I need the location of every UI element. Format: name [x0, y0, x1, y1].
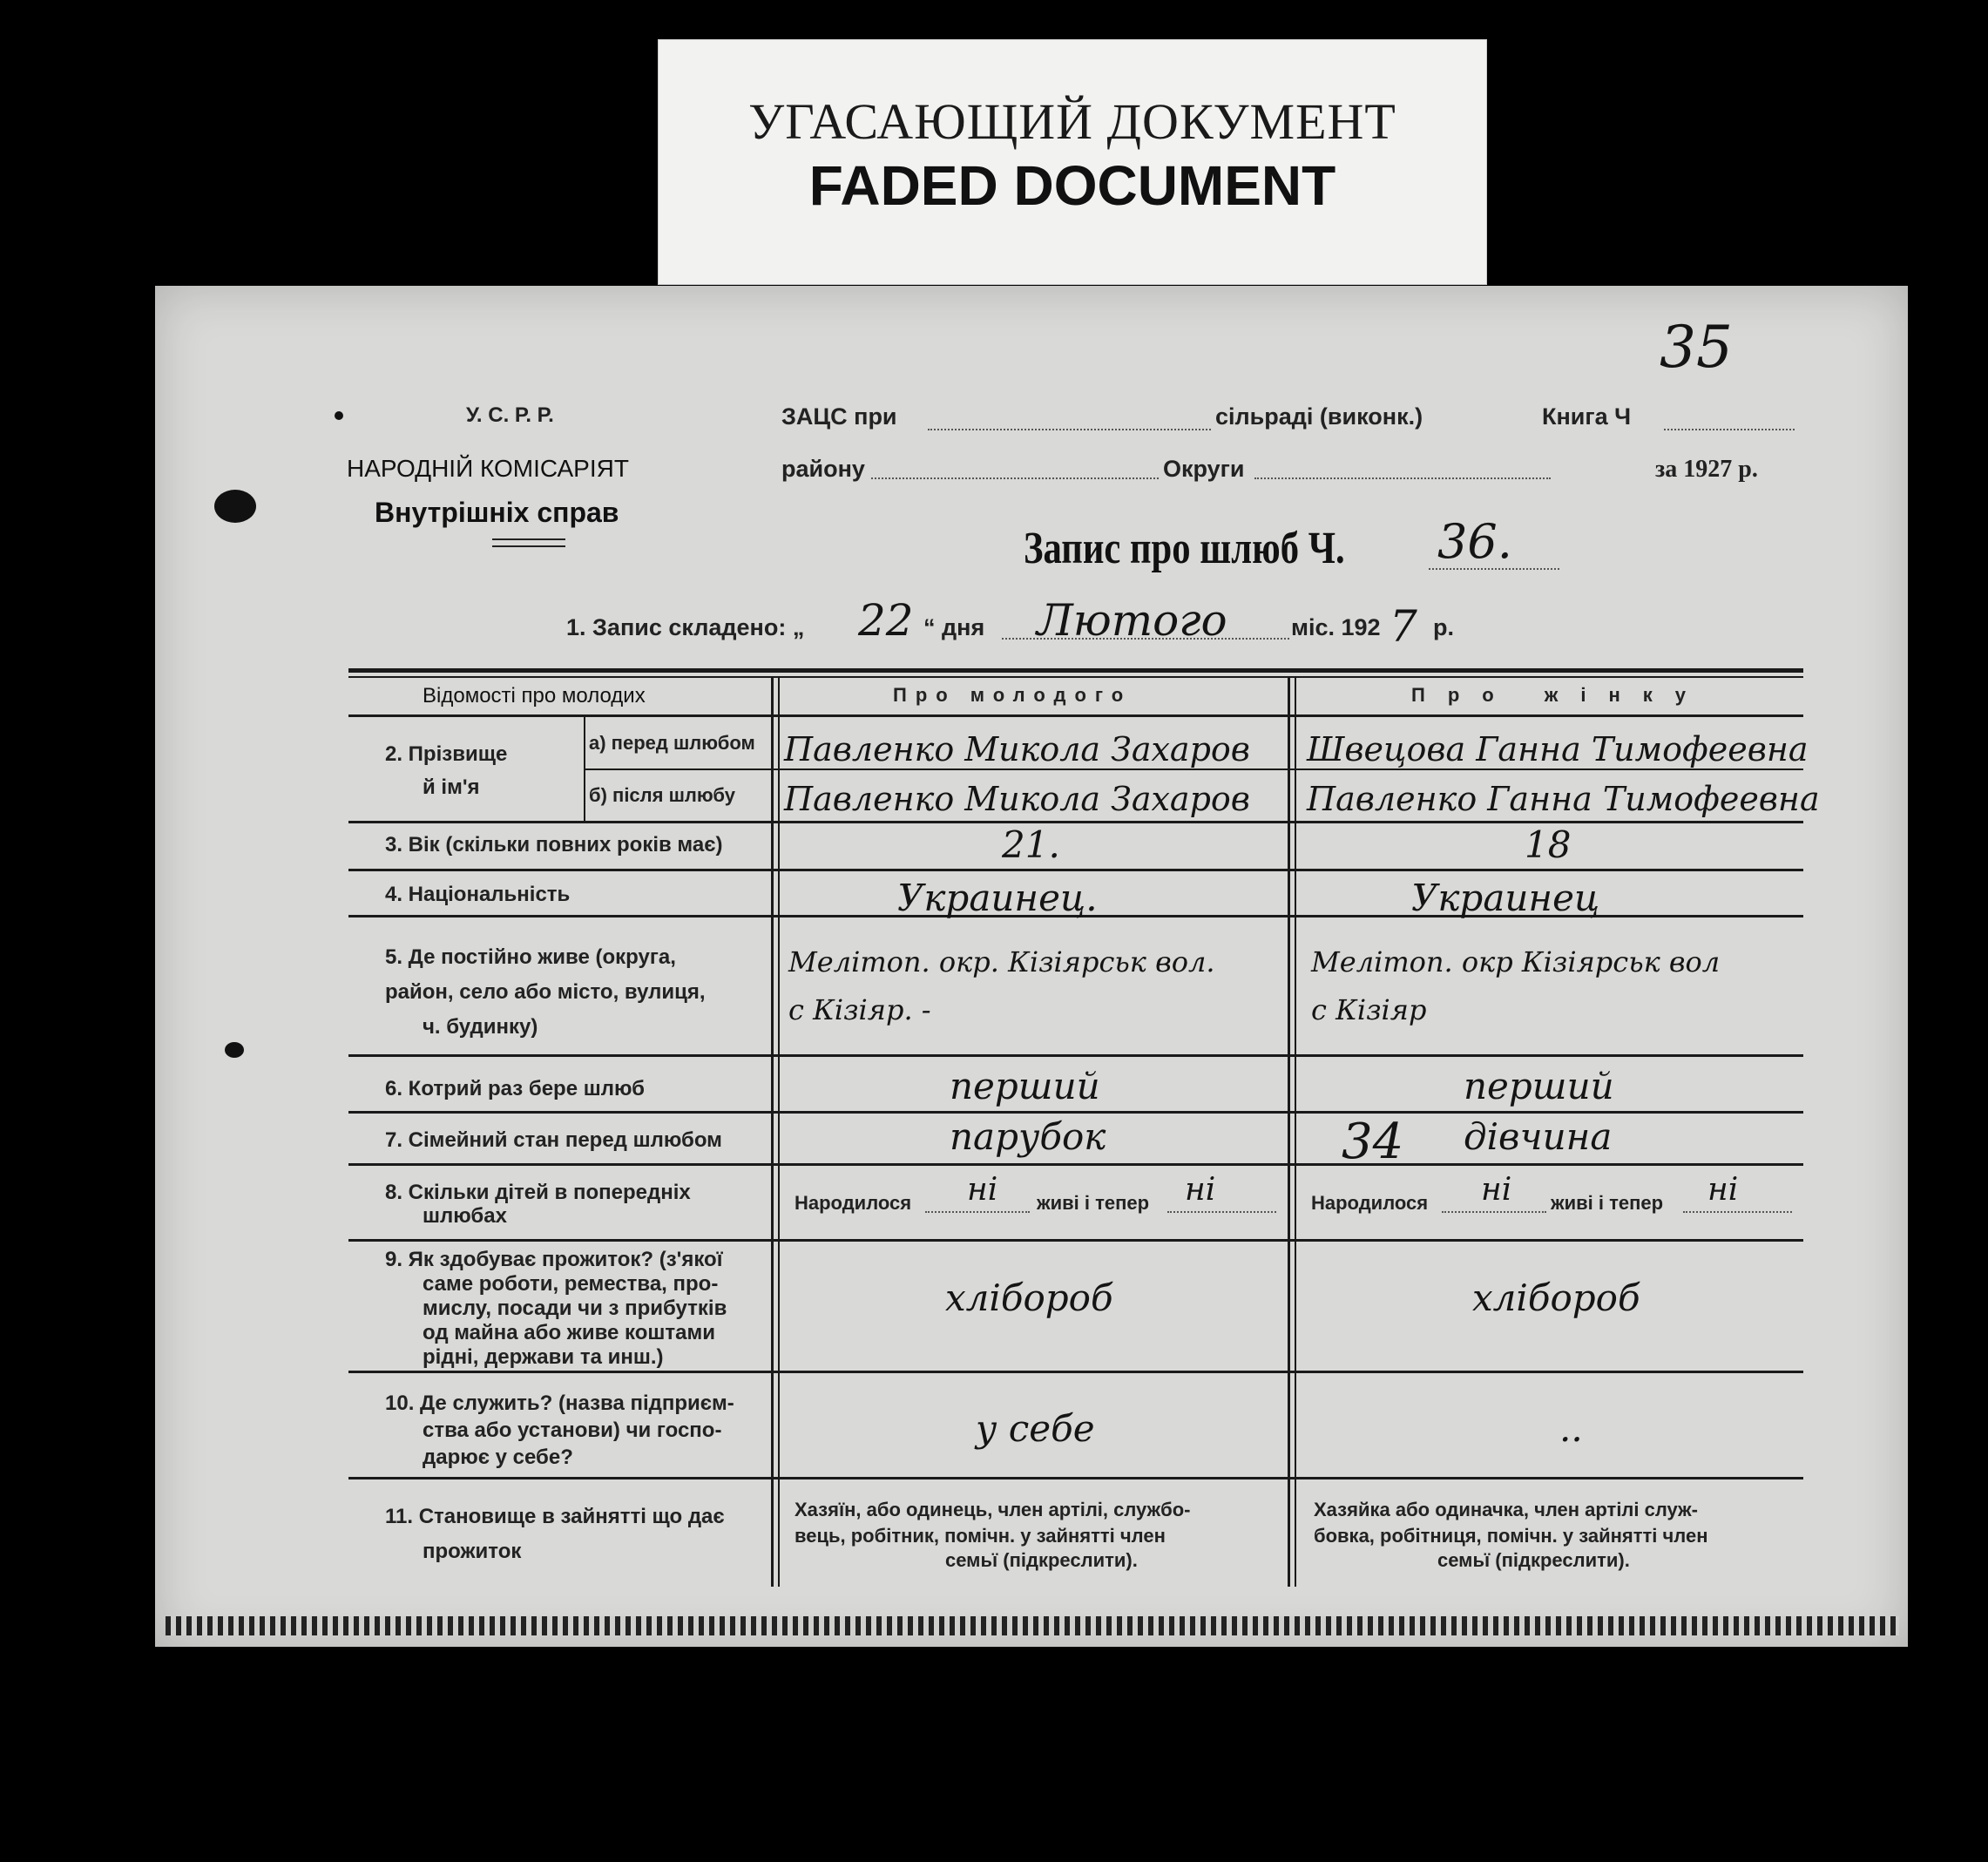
groom-born: ні: [967, 1172, 998, 1208]
row-rule: [348, 1477, 1803, 1479]
row-label-name-2: й ім'я: [423, 775, 480, 799]
okrug-line: [1254, 477, 1551, 479]
groom-name-after: Павленко Микола Захаров: [784, 780, 1250, 818]
card-bottom-edge: [166, 1616, 1899, 1635]
column-header-bride: Про жінку: [1411, 684, 1709, 706]
groom-position-1: Хазяїн, або одинець, член артілі, службо-: [795, 1499, 1191, 1520]
row-label-status: 7. Сімейний стан перед шлюбом: [385, 1128, 722, 1152]
row-label-position-1: 11. Становище в зайнятті що дає: [385, 1505, 725, 1528]
groom-position-3: семьї (підкреслити).: [945, 1549, 1138, 1571]
bride-position-3: семьї (підкреслити).: [1437, 1549, 1630, 1571]
row-label-living-3: мислу, посади чи з прибутків: [423, 1297, 727, 1320]
record-month: Лютого: [1037, 595, 1227, 646]
groom-status: парубок: [950, 1115, 1106, 1158]
record-number-line: [1429, 568, 1559, 570]
row-rule: [348, 1111, 1803, 1114]
okrug-label: Округи: [1163, 456, 1245, 482]
groom-alive: ні: [1185, 1172, 1216, 1208]
column-divider-1: [771, 676, 774, 1587]
row-label-name-1: 2. Прізвище: [385, 742, 508, 766]
bride-nationality: Украинец: [1411, 877, 1600, 919]
groom-born-label: Народилося: [795, 1192, 912, 1214]
bride-alive-line: [1683, 1211, 1792, 1213]
zags-suffix: сільраді (виконк.): [1215, 403, 1423, 430]
table-top-rule: [348, 668, 1803, 673]
row-label-residence-1: 5. Де постійно живе (округа,: [385, 945, 676, 969]
bride-name-before: Швецова Ганна Тимофеевна: [1307, 730, 1809, 768]
bride-alive-label: живі і тепер: [1551, 1192, 1664, 1214]
record-day: 22: [858, 595, 914, 646]
punch-hole: [225, 1042, 244, 1058]
column-divider-2: [1288, 676, 1290, 1587]
row-rule: [348, 1371, 1803, 1373]
groom-living: хлібороб: [945, 1276, 1113, 1319]
column-header-info: Відомості про молодих: [423, 684, 646, 708]
groom-name-before: Павленко Микола Захаров: [784, 730, 1250, 768]
bride-work: ..: [1559, 1407, 1583, 1450]
row-label-age: 3. Вік (скільки повних років має): [385, 833, 723, 857]
district-label: району: [781, 456, 865, 482]
row-label-work-3: дарює у себе?: [423, 1446, 573, 1469]
book-line: [1664, 429, 1795, 430]
groom-alive-line: [1167, 1211, 1276, 1213]
row-rule: [348, 821, 1803, 823]
bride-alive: ні: [1707, 1172, 1739, 1208]
row-label-living-5: рідні, держави та инш.): [423, 1345, 664, 1369]
month-suffix: міс. 192: [1291, 614, 1381, 640]
groom-times: перший: [950, 1065, 1100, 1107]
bride-times: перший: [1464, 1065, 1614, 1107]
row-label-living-1: 9. Як здобуває прожиток? (з'якої: [385, 1248, 723, 1271]
name-subcolumn-divider: [584, 714, 585, 821]
book-label: Книга Ч: [1542, 403, 1632, 430]
row-rule: [348, 869, 1803, 871]
row-label-children-1: 8. Скільки дітей в попередніх: [385, 1181, 691, 1204]
row-label-nationality: 4. Національність: [385, 883, 571, 906]
row-label-position-2: прожиток: [423, 1540, 522, 1563]
row-label-children-2: шлюбах: [423, 1204, 507, 1228]
ministry: Внутрішніх справ: [375, 497, 619, 528]
bride-age: 18: [1525, 823, 1572, 866]
ministry-underline: [492, 538, 565, 547]
year-suffix: р.: [1433, 614, 1454, 640]
bride-born-label: Народилося: [1311, 1192, 1429, 1214]
row-label-residence-2: район, село або місто, вулиця,: [385, 980, 706, 1004]
row-rule: [348, 1239, 1803, 1242]
record-number: 36.: [1437, 514, 1512, 569]
groom-nationality: Украинец.: [897, 877, 1098, 919]
bride-born-line: [1442, 1211, 1546, 1213]
zags-prefix: ЗАЦС при: [781, 403, 897, 430]
groom-residence-1: Мелітоп. окр. Кізіярськ вол.: [788, 945, 1215, 978]
groom-age: 21.: [1002, 823, 1060, 866]
groom-residence-2: с Кізіяр. -: [788, 993, 931, 1026]
record-title: Запис про шлюб Ч.: [1024, 524, 1345, 573]
row-rule: [348, 1163, 1803, 1166]
row-label-after: б) після шлюбу: [589, 784, 735, 806]
row-label-work-2: ства або установи) чи госпо-: [423, 1419, 722, 1442]
bride-position-1: Хазяйка або одиначка, член артілі служ-: [1314, 1499, 1698, 1520]
groom-position-2: вець, робітник, помічн. у зайнятті член: [795, 1525, 1166, 1547]
zags-line: [928, 429, 1211, 430]
bride-name-after: Павленко Ганна Тимофеевна: [1307, 780, 1820, 818]
column-divider-1b: [778, 676, 780, 1587]
row-label-residence-3: ч. будинку): [423, 1015, 538, 1039]
bride-born: ні: [1481, 1172, 1512, 1208]
groom-work: у себе: [976, 1407, 1095, 1450]
name-split-rule: [584, 768, 1803, 770]
groom-alive-label: живі і тепер: [1037, 1192, 1150, 1214]
label-russian: УГАСАЮЩИЙ ДОКУМЕНТ: [748, 93, 1396, 150]
label-english: FADED DOCUMENT: [808, 154, 1336, 217]
punch-hole: [214, 490, 256, 523]
row-label-before: а) перед шлюбом: [589, 732, 755, 754]
sheet-number: 35: [1660, 314, 1733, 381]
row-label-living-2: саме роботи, ремества, про-: [423, 1272, 719, 1296]
commissariat: НАРОДНІЙ КОМІСАРІЯТ: [347, 455, 629, 482]
district-line: [871, 477, 1159, 479]
bride-residence-1: Мелітоп. окр Кізіярськ вол: [1311, 945, 1721, 978]
bride-living: хлібороб: [1472, 1276, 1640, 1319]
date-prefix: 1. Запис складено: „: [566, 614, 805, 640]
faded-document-label: [658, 39, 1487, 285]
day-suffix: “ дня: [923, 614, 985, 640]
column-header-groom: Про молодого: [893, 684, 1133, 706]
state-name: У. С. Р. Р.: [466, 403, 554, 427]
bride-status: дівчина: [1464, 1115, 1613, 1158]
dot-mark: [335, 411, 343, 420]
bride-status-mark: 34: [1342, 1114, 1404, 1170]
record-year-digit: 7: [1390, 601, 1417, 652]
row-label-living-4: од майна або живе коштами: [423, 1321, 715, 1344]
header-rule: [348, 714, 1803, 717]
column-divider-2b: [1295, 676, 1296, 1587]
bride-position-2: бовка, робітниця, помічн. у зайнятті член: [1314, 1525, 1708, 1547]
table-top-rule-thin: [348, 676, 1803, 678]
row-rule: [348, 1054, 1803, 1057]
bride-residence-2: с Кізіяр: [1311, 993, 1427, 1026]
row-label-times: 6. Котрий раз бере шлюб: [385, 1077, 645, 1100]
groom-born-line: [925, 1211, 1030, 1213]
year-label: за 1927 р.: [1655, 456, 1758, 483]
row-label-work-1: 10. Де служить? (назва підприєм-: [385, 1391, 734, 1415]
